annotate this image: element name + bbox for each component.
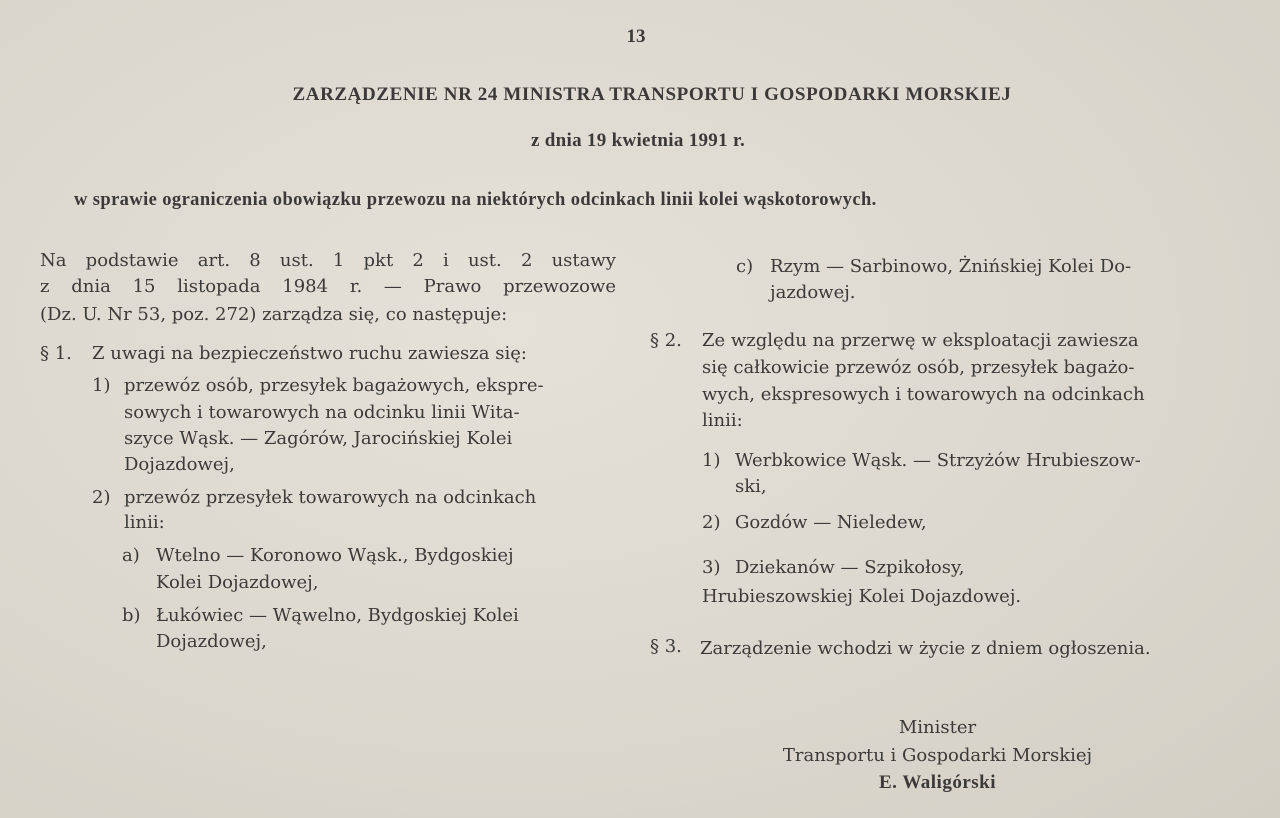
signature-ministry: Transportu i Gospodarki Morskiej (782, 745, 1093, 766)
par2-item-marker: 3) (702, 557, 721, 578)
par2-marker: § 2. (650, 330, 682, 351)
word: ustawy (551, 250, 616, 271)
word: 15 (132, 276, 156, 297)
par2-item-line: Werbkowice Wąsk. — Strzyżów Hrubieszow- (735, 450, 1141, 471)
par1-item2c-line: jazdowej. (770, 282, 856, 303)
word: podstawie (85, 250, 179, 271)
par1-item1-line: szyce Wąsk. — Zagórów, Jarocińskiej Kolei (124, 428, 513, 449)
par1-item2a-line: Wtelno — Koronowo Wąsk., Bydgoskiej (156, 545, 514, 566)
word: r. (349, 276, 363, 297)
par1-item1-line: przewóz osób, przesyłek bagażowych, ekspre- (124, 375, 544, 396)
word: pkt (363, 250, 394, 271)
par2-line: się całkowicie przewóz osób, przesyłek bagażo- (702, 357, 1135, 378)
par2-line: Ze względu na przerwę w eksploatacji zawiesza (702, 330, 1139, 351)
word: i (443, 250, 449, 271)
word: Na (40, 250, 67, 271)
word: dnia (71, 276, 111, 297)
par1-item2b-line: Dojazdowej, (156, 631, 267, 652)
par2-line: wych, ekspresowych i towarowych na odcinkach (702, 384, 1145, 405)
par1-item1-marker: 1) (92, 375, 111, 396)
par1-item1-line: sowych i towarowych na odcinku linii Wita- (124, 402, 520, 423)
par1-marker: § 1. (40, 343, 72, 364)
par2-item-marker: 1) (702, 450, 721, 471)
par1-item2b-marker: b) (122, 605, 141, 626)
par1-item2b-line: Łukówiec — Wąwelno, Bydgoskiej Kolei (156, 605, 519, 626)
preamble-line-1 (40, 248, 616, 274)
word: ust. (467, 250, 502, 271)
par1-item2a-line: Kolei Dojazdowej, (156, 572, 319, 593)
page-number: 13 (626, 26, 646, 47)
word: art. (197, 250, 231, 271)
word: 1984 (282, 276, 329, 297)
par1-item2c-line: Rzym — Sarbinowo, Żnińskiej Kolei Do- (770, 256, 1132, 277)
word: Prawo (423, 276, 482, 297)
signature-name: E. Waligórski (878, 772, 996, 793)
document-title: ZARZĄDZENIE NR 24 MINISTRA TRANSPORTU I GOSPODARKI MORSKIEJ (292, 84, 1012, 105)
document-subject: w sprawie ograniczenia obowiązku przewozu na niektórych odcinkach linii kolei wąskotorowych. (74, 190, 877, 210)
word: listopada (177, 276, 261, 297)
par3-text: Zarządzenie wchodzi w życie z dniem ogłoszenia. (700, 638, 1151, 659)
par3-marker: § 3. (650, 636, 682, 657)
signature-role: Minister (898, 717, 977, 738)
par1-item2-marker: 2) (92, 487, 111, 508)
preamble-line-3: (Dz. U. Nr 53, poz. 272) zarządza się, co następuje: (40, 304, 508, 325)
par2-item-line: ski, (735, 476, 767, 497)
word: 2 (412, 250, 424, 271)
par2-item-marker: 2) (702, 512, 721, 533)
word: — (383, 276, 402, 297)
par2-item-line: Hrubieszowskiej Kolei Dojazdowej. (702, 586, 1022, 607)
word: ust. (279, 250, 314, 271)
par1-item2c-marker: c) (736, 256, 754, 277)
par1-item1-line: Dojazdowej, (124, 454, 235, 475)
par1-item2-line: linii: (124, 512, 165, 533)
par1-item2-line: przewóz przesyłek towarowych na odcinkach (124, 487, 537, 508)
word: 1 (332, 250, 345, 271)
word: przewozowe (503, 276, 616, 297)
word: 8 (249, 250, 261, 271)
par1-item2a-marker: a) (122, 545, 140, 566)
word: 2 (520, 250, 533, 271)
par2-item-line: Gozdów — Nieledew, (735, 512, 927, 533)
document-date: z dnia 19 kwietnia 1991 r. (530, 130, 745, 151)
par2-item-line: Dziekanów — Szpikołosy, (735, 557, 965, 578)
word: z (40, 276, 50, 297)
preamble-line-2 (40, 274, 616, 300)
par1-text: Z uwagi na bezpieczeństwo ruchu zawiesza się: (92, 343, 527, 364)
par2-line: linii: (702, 410, 743, 431)
